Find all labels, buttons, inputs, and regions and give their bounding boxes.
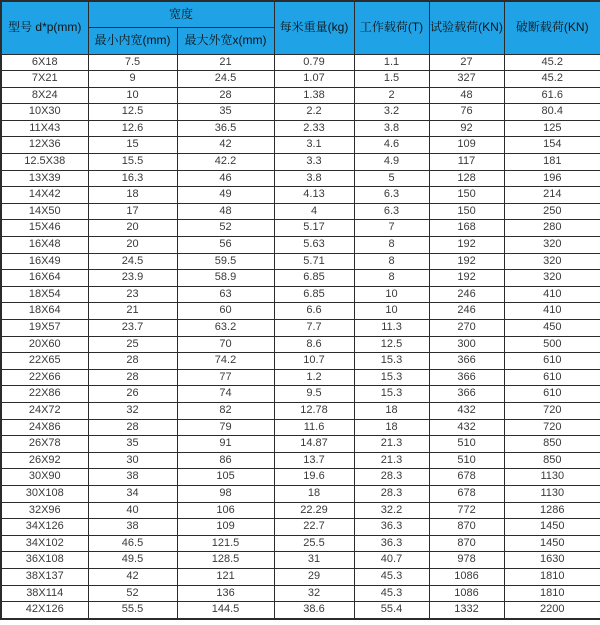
cell-model: 14X50 [1,203,88,220]
cell-model: 30X90 [1,469,88,486]
cell-breaking-load: 1450 [504,535,600,552]
cell-working-load: 28.3 [354,469,429,486]
cell-test-load: 870 [429,519,504,536]
cell-weight-per-meter: 6.85 [274,270,354,287]
cell-model: 18X64 [1,303,88,320]
cell-weight-per-meter: 1.07 [274,71,354,88]
cell-min-inner-width: 46.5 [88,535,177,552]
cell-max-outer-width: 36.5 [177,120,274,137]
cell-working-load: 5 [354,170,429,187]
cell-max-outer-width: 42 [177,137,274,154]
cell-model: 14X42 [1,187,88,204]
cell-model: 16X64 [1,270,88,287]
cell-weight-per-meter: 8.6 [274,336,354,353]
cell-test-load: 678 [429,469,504,486]
cell-min-inner-width: 26 [88,386,177,403]
cell-test-load: 678 [429,485,504,502]
cell-model: 38X114 [1,585,88,602]
cell-breaking-load: 500 [504,336,600,353]
cell-working-load: 45.3 [354,568,429,585]
cell-weight-per-meter: 2.2 [274,104,354,121]
cell-test-load: 327 [429,71,504,88]
cell-breaking-load: 1130 [504,485,600,502]
cell-min-inner-width: 49.5 [88,552,177,569]
cell-min-inner-width: 32 [88,402,177,419]
table-body [1,54,600,619]
cell-model: 30X108 [1,485,88,502]
cell-breaking-load: 320 [504,237,600,254]
cell-model: 34X126 [1,519,88,536]
table-row [1,568,600,585]
cell-test-load: 27 [429,54,504,71]
cell-weight-per-meter: 10.7 [274,353,354,370]
cell-min-inner-width: 38 [88,469,177,486]
cell-weight-per-meter: 3.8 [274,170,354,187]
cell-weight-per-meter: 9.5 [274,386,354,403]
cell-working-load: 7 [354,220,429,237]
cell-test-load: 870 [429,535,504,552]
header-width-group: 宽度 [88,1,274,27]
cell-test-load: 432 [429,419,504,436]
cell-max-outer-width: 74 [177,386,274,403]
cell-max-outer-width: 109 [177,519,274,536]
cell-model: 11X43 [1,120,88,137]
cell-test-load: 109 [429,137,504,154]
cell-breaking-load: 1130 [504,469,600,486]
cell-max-outer-width: 106 [177,502,274,519]
cell-min-inner-width: 42 [88,568,177,585]
table-row [1,419,600,436]
cell-test-load: 1332 [429,602,504,619]
cell-weight-per-meter: 11.6 [274,419,354,436]
table-row [1,303,600,320]
cell-weight-per-meter: 3.1 [274,137,354,154]
table-row [1,369,600,386]
cell-working-load: 8 [354,253,429,270]
cell-min-inner-width: 35 [88,436,177,453]
cell-working-load: 10 [354,303,429,320]
cell-test-load: 510 [429,436,504,453]
cell-weight-per-meter: 2.33 [274,120,354,137]
cell-breaking-load: 610 [504,386,600,403]
table-row [1,54,600,71]
table-row [1,519,600,536]
cell-weight-per-meter: 25.5 [274,535,354,552]
cell-test-load: 150 [429,203,504,220]
cell-working-load: 21.3 [354,436,429,453]
cell-breaking-load: 280 [504,220,600,237]
cell-breaking-load: 1450 [504,519,600,536]
cell-max-outer-width: 105 [177,469,274,486]
cell-weight-per-meter: 6.85 [274,286,354,303]
table-row [1,386,600,403]
cell-min-inner-width: 23.9 [88,270,177,287]
cell-weight-per-meter: 0.79 [274,54,354,71]
cell-max-outer-width: 56 [177,237,274,254]
table-row [1,469,600,486]
cell-min-inner-width: 15 [88,137,177,154]
cell-breaking-load: 410 [504,286,600,303]
cell-weight-per-meter: 29 [274,568,354,585]
cell-breaking-load: 720 [504,419,600,436]
table-row [1,203,600,220]
cell-min-inner-width: 38 [88,519,177,536]
cell-test-load: 772 [429,502,504,519]
cell-model: 16X49 [1,253,88,270]
cell-working-load: 4.9 [354,154,429,171]
cell-test-load: 432 [429,402,504,419]
cell-working-load: 45.3 [354,585,429,602]
cell-max-outer-width: 59.5 [177,253,274,270]
cell-working-load: 21.3 [354,452,429,469]
cell-working-load: 36.3 [354,535,429,552]
cell-model: 22X66 [1,369,88,386]
cell-model: 8X24 [1,87,88,104]
cell-test-load: 1086 [429,585,504,602]
cell-breaking-load: 61.6 [504,87,600,104]
cell-weight-per-meter: 32 [274,585,354,602]
cell-min-inner-width: 52 [88,585,177,602]
cell-working-load: 15.3 [354,353,429,370]
cell-breaking-load: 1630 [504,552,600,569]
cell-min-inner-width: 25 [88,336,177,353]
cell-weight-per-meter: 1.38 [274,87,354,104]
table-row [1,87,600,104]
cell-max-outer-width: 136 [177,585,274,602]
table-row [1,71,600,88]
table-row [1,253,600,270]
cell-working-load: 18 [354,402,429,419]
cell-max-outer-width: 128.5 [177,552,274,569]
table-row [1,286,600,303]
cell-max-outer-width: 24.5 [177,71,274,88]
table-row [1,104,600,121]
cell-weight-per-meter: 5.63 [274,237,354,254]
cell-working-load: 36.3 [354,519,429,536]
cell-working-load: 8 [354,270,429,287]
cell-max-outer-width: 42.2 [177,154,274,171]
cell-max-outer-width: 74.2 [177,353,274,370]
cell-model: 32X96 [1,502,88,519]
cell-breaking-load: 1810 [504,568,600,585]
cell-model: 24X72 [1,402,88,419]
cell-weight-per-meter: 31 [274,552,354,569]
cell-test-load: 168 [429,220,504,237]
cell-model: 22X86 [1,386,88,403]
cell-weight-per-meter: 38.6 [274,602,354,619]
cell-min-inner-width: 7.5 [88,54,177,71]
cell-breaking-load: 214 [504,187,600,204]
cell-weight-per-meter: 13.7 [274,452,354,469]
cell-model: 22X65 [1,353,88,370]
cell-max-outer-width: 121 [177,568,274,585]
cell-breaking-load: 80.4 [504,104,600,121]
cell-test-load: 150 [429,187,504,204]
cell-weight-per-meter: 14.87 [274,436,354,453]
cell-breaking-load: 45.2 [504,71,600,88]
cell-max-outer-width: 98 [177,485,274,502]
cell-min-inner-width: 20 [88,237,177,254]
cell-model: 34X102 [1,535,88,552]
table-row [1,452,600,469]
table-row [1,353,600,370]
cell-breaking-load: 1286 [504,502,600,519]
table-row [1,187,600,204]
cell-min-inner-width: 18 [88,187,177,204]
cell-breaking-load: 320 [504,253,600,270]
table-header [1,1,600,54]
cell-breaking-load: 125 [504,120,600,137]
table-row [1,120,600,137]
cell-min-inner-width: 28 [88,419,177,436]
cell-max-outer-width: 86 [177,452,274,469]
cell-working-load: 3.2 [354,104,429,121]
cell-test-load: 366 [429,353,504,370]
cell-model: 12X36 [1,137,88,154]
cell-min-inner-width: 40 [88,502,177,519]
cell-breaking-load: 720 [504,402,600,419]
cell-working-load: 15.3 [354,369,429,386]
table-row [1,154,600,171]
cell-min-inner-width: 21 [88,303,177,320]
cell-max-outer-width: 63 [177,286,274,303]
cell-working-load: 28.3 [354,485,429,502]
cell-max-outer-width: 91 [177,436,274,453]
cell-test-load: 366 [429,386,504,403]
cell-working-load: 2 [354,87,429,104]
table-row [1,402,600,419]
cell-test-load: 510 [429,452,504,469]
cell-working-load: 1.1 [354,54,429,71]
cell-test-load: 366 [429,369,504,386]
cell-min-inner-width: 9 [88,71,177,88]
cell-breaking-load: 154 [504,137,600,154]
cell-test-load: 128 [429,170,504,187]
cell-breaking-load: 850 [504,452,600,469]
cell-min-inner-width: 10 [88,87,177,104]
cell-working-load: 8 [354,237,429,254]
cell-model: 13X39 [1,170,88,187]
cell-model: 26X78 [1,436,88,453]
cell-breaking-load: 250 [504,203,600,220]
cell-max-outer-width: 35 [177,104,274,121]
cell-max-outer-width: 52 [177,220,274,237]
cell-test-load: 117 [429,154,504,171]
cell-test-load: 246 [429,303,504,320]
cell-test-load: 192 [429,253,504,270]
cell-max-outer-width: 63.2 [177,320,274,337]
cell-working-load: 40.7 [354,552,429,569]
cell-weight-per-meter: 1.2 [274,369,354,386]
cell-max-outer-width: 49 [177,187,274,204]
table-row [1,170,600,187]
cell-min-inner-width: 55.5 [88,602,177,619]
cell-test-load: 192 [429,270,504,287]
cell-test-load: 300 [429,336,504,353]
cell-weight-per-meter: 3.3 [274,154,354,171]
header-breaking-load: 破断载荷(KN) [504,1,600,54]
cell-working-load: 12.5 [354,336,429,353]
cell-model: 12.5X38 [1,154,88,171]
header-max-outer-width: 最大外宽x(mm) [177,27,274,54]
cell-max-outer-width: 48 [177,203,274,220]
cell-test-load: 978 [429,552,504,569]
cell-model: 24X86 [1,419,88,436]
table-row [1,270,600,287]
cell-test-load: 48 [429,87,504,104]
cell-max-outer-width: 28 [177,87,274,104]
header-weight-per-meter: 每米重量(kg) [274,1,354,54]
cell-model: 18X54 [1,286,88,303]
cell-model: 7X21 [1,71,88,88]
header-min-inner-width: 最小内宽(mm) [88,27,177,54]
cell-min-inner-width: 17 [88,203,177,220]
cell-max-outer-width: 144.5 [177,602,274,619]
table-row [1,552,600,569]
cell-breaking-load: 45.2 [504,54,600,71]
cell-weight-per-meter: 7.7 [274,320,354,337]
cell-min-inner-width: 30 [88,452,177,469]
cell-min-inner-width: 12.6 [88,120,177,137]
cell-model: 15X46 [1,220,88,237]
cell-weight-per-meter: 5.17 [274,220,354,237]
cell-weight-per-meter: 6.6 [274,303,354,320]
cell-min-inner-width: 28 [88,353,177,370]
cell-max-outer-width: 77 [177,369,274,386]
cell-working-load: 6.3 [354,203,429,220]
cell-working-load: 1.5 [354,71,429,88]
cell-max-outer-width: 79 [177,419,274,436]
cell-weight-per-meter: 4 [274,203,354,220]
table-row [1,320,600,337]
cell-min-inner-width: 23 [88,286,177,303]
cell-model: 26X92 [1,452,88,469]
header-working-load: 工作载荷(T) [354,1,429,54]
cell-test-load: 192 [429,237,504,254]
cell-model: 16X48 [1,237,88,254]
cell-breaking-load: 450 [504,320,600,337]
cell-model: 20X60 [1,336,88,353]
cell-test-load: 92 [429,120,504,137]
cell-working-load: 3.8 [354,120,429,137]
cell-breaking-load: 196 [504,170,600,187]
table-row [1,436,600,453]
table-row [1,602,600,619]
cell-min-inner-width: 24.5 [88,253,177,270]
cell-model: 42X126 [1,602,88,619]
table-row [1,485,600,502]
cell-weight-per-meter: 22.7 [274,519,354,536]
cell-weight-per-meter: 22.29 [274,502,354,519]
cell-weight-per-meter: 19.6 [274,469,354,486]
cell-max-outer-width: 60 [177,303,274,320]
cell-min-inner-width: 16.3 [88,170,177,187]
cell-model: 19X57 [1,320,88,337]
cell-model: 38X137 [1,568,88,585]
cell-max-outer-width: 70 [177,336,274,353]
cell-min-inner-width: 20 [88,220,177,237]
cell-working-load: 15.3 [354,386,429,403]
cell-breaking-load: 850 [504,436,600,453]
table-row [1,535,600,552]
cell-test-load: 270 [429,320,504,337]
cell-weight-per-meter: 5.71 [274,253,354,270]
cell-min-inner-width: 28 [88,369,177,386]
header-test-load: 试验载荷(KN) [429,1,504,54]
cell-weight-per-meter: 18 [274,485,354,502]
cell-max-outer-width: 58.9 [177,270,274,287]
cell-working-load: 6.3 [354,187,429,204]
cell-breaking-load: 610 [504,369,600,386]
cell-test-load: 76 [429,104,504,121]
cell-max-outer-width: 21 [177,54,274,71]
cell-working-load: 32.2 [354,502,429,519]
cell-breaking-load: 2200 [504,602,600,619]
cell-breaking-load: 410 [504,303,600,320]
cell-weight-per-meter: 12.78 [274,402,354,419]
cell-model: 6X18 [1,54,88,71]
cell-working-load: 55.4 [354,602,429,619]
table-row [1,502,600,519]
cell-model: 10X30 [1,104,88,121]
cell-breaking-load: 320 [504,270,600,287]
cell-test-load: 246 [429,286,504,303]
cell-working-load: 4.6 [354,137,429,154]
table-row [1,336,600,353]
table-row [1,585,600,602]
cell-test-load: 1086 [429,568,504,585]
cell-weight-per-meter: 4.13 [274,187,354,204]
cell-breaking-load: 610 [504,353,600,370]
header-row-group [1,1,600,27]
cell-min-inner-width: 12.5 [88,104,177,121]
cell-working-load: 18 [354,419,429,436]
cell-max-outer-width: 46 [177,170,274,187]
cell-model: 36X108 [1,552,88,569]
header-model: 型号 d*p(mm) [1,1,88,54]
table-row [1,137,600,154]
table-row [1,220,600,237]
cell-max-outer-width: 121.5 [177,535,274,552]
cell-breaking-load: 1810 [504,585,600,602]
cell-working-load: 10 [354,286,429,303]
cell-min-inner-width: 23.7 [88,320,177,337]
cell-working-load: 11.3 [354,320,429,337]
cell-max-outer-width: 82 [177,402,274,419]
cell-min-inner-width: 15.5 [88,154,177,171]
table-row [1,237,600,254]
cell-breaking-load: 181 [504,154,600,171]
cell-min-inner-width: 34 [88,485,177,502]
